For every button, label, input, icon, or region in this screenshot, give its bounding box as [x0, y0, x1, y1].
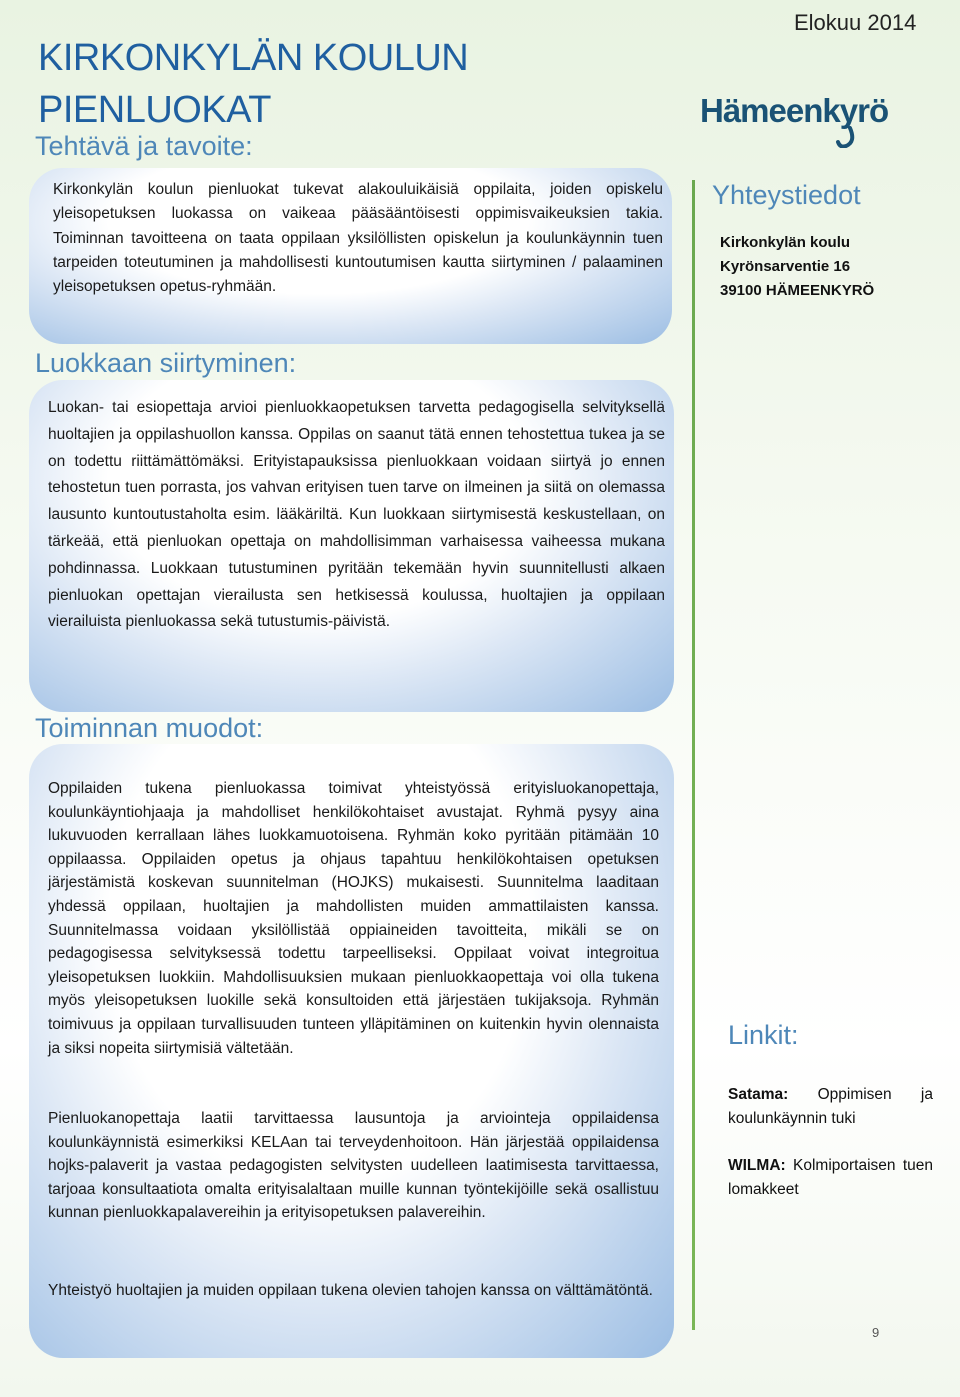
link-satama[interactable] — [728, 1083, 933, 1131]
tehtava-box — [29, 168, 672, 344]
page-title-line2: PIENLUOKAT — [38, 89, 271, 131]
contact-school: Kirkonkylän koulu — [720, 234, 851, 251]
section-title-tehtava: Tehtävä ja tavoite: — [35, 131, 253, 161]
link-satama-label: Satama: — [728, 1086, 789, 1103]
section-title-siirtyminen: Luokkaan siirtyminen: — [35, 348, 297, 378]
issue-date: Elokuu 2014 — [794, 10, 917, 35]
link-wilma[interactable] — [728, 1154, 933, 1202]
page-number: 9 — [872, 1325, 880, 1340]
contact-street: Kyrönsarventie 16 — [720, 258, 851, 275]
link-wilma-label: WILMA: — [728, 1157, 786, 1174]
siirtyminen-text: Luokan- tai esiopettaja arvioi pienluokkaopetuksen tarvetta pedagogisella selvityksellä huoltajien ja oppilashuollon kanssa. Oppilas on saanut tätä ennen tehostettua tukea ja se on todettu riittämättömäksi. Erityistapauksissa pienluokkaan voidaan siirtyä jo ennen tehostetun tuen porrasta, jos vahvan erityisen tuen tarve on ilmeinen ja siitä on olemassa lausunto kuntoutustaholta esim. lääkäriltä. Kun luokkaan siirtymisestä keskustellaan, on tärkeää, että pienluokan opettaja on mahdollisimman varhaisessa vaiheessa mukana pohdinnassa. Luokkaan tutustuminen pyritään tekemään hyvin suunnitellusti alkaen pienluokan opettajan vierailusta sen hetkisessä koulussa, huoltajien ja oppilaan vierailuista pienluokassa sekä tutustumis-päivistä. — [48, 399, 665, 631]
muodot-paragraph1: Oppilaiden tukena pienluokassa toimivat yhteistyössä erityisluokanopettaja, koulunkäyntiohjaaja ja mahdolliset henkilökohtaiset avustajat. Ryhmä pysyy aina lukuvuoden kerrallaan lähes luokkamuotoisena. Ryhmän koko pyritään pitämään 10 oppilaassa. Oppilaiden opetus ja ohjaus tapahtuu henkilökohtaisen opetuksen järjestämistä koskevan suunnitelman (HOJKS) mukaisesti. Suunnitelma laaditaan yhdessä oppilaan, huoltajien ja mahdollisten muiden ammattilaisten kanssa. Suunnitelmassa voidaan yksilöllistää oppiaineiden tavoitteita, mikäli se on pedagogisessa selvityksessä todettu tarpeelliseksi. Oppilaat voivat integroitua yleisopetuksen luokkiin. Mahdollisuuksien mukaan pienluokkaopettaja voi olla tukena myös yleisopetuksen luokille sekä konsultoiden että järjestäen tukijaksoja. Ryhmän toimivuus ja oppilaan turvallisuuden tunteen ylläpitäminen on kuitenkin hyvin olennaista ja siksi nopeita siirtymisiä vältetään. — [48, 780, 659, 1057]
muodot-paragraph2: Pienluokanopettaja laatii tarvittaessa lausuntoja ja arviointeja oppilaidensa koulunkäynnistä esimerkiksi KELAan tai terveydenhoitoon. Hän järjestää oppilaidensa hojks-palaverit ja vastaa pedagogisten selvitysten uudelleen laatimisesta tarvittaessa, tarjoaa konsultaatiota omalta erityisalaltaan muille kunnan työntekijöille sekä osallistuu kunnan pienluokkapalavereihin ja erityisopetuksen palavereihin. — [48, 1110, 659, 1222]
svg-text:Hämeenkyrö: Hämeenkyrö — [700, 92, 889, 129]
contact-city: 39100 HÄMEENKYRÖ — [720, 282, 875, 299]
link-wilma-text: Kolmiportaisen tuen lomakkeet — [728, 1157, 934, 1198]
tehtava-text: Kirkonkylän koulun pienluokat tukevat alakouluikäisiä oppilaita, joiden opiskelu yleisopetuksen luokassa on vaikeaa pääsääntöisesti oppimisvaikeuksien takia. Toiminnan tavoitteena on taata oppilaan yksilöllisten opiskelun ja koulunkäynnin tuen tarpeiden toteutuminen ja mahdollisesti kuntoutumisen kautta siirtyminen / palaaminen yleisopetuksen opetus-ryhmään. — [53, 181, 663, 296]
hameenkyro-logo — [700, 88, 905, 148]
section-title-muodot: Toiminnan muodot: — [35, 713, 264, 743]
page-title — [38, 32, 598, 136]
sidebar-divider — [692, 180, 695, 1330]
contact-title: Yhteystiedot — [712, 180, 861, 210]
link-satama-text: Oppimisen ja koulunkäynnin tuki — [728, 1086, 933, 1127]
links-title: Linkit: — [728, 1020, 799, 1050]
muodot-paragraph3: Yhteistyö huoltajien ja muiden oppilaan tukena olevien tahojen kanssa on välttämätöntä. — [48, 1282, 653, 1299]
page-title-line1: KIRKONKYLÄN KOULUN — [38, 37, 469, 79]
siirtyminen-box — [29, 380, 674, 712]
muodot-box — [29, 744, 674, 1358]
contact-info — [720, 231, 874, 303]
